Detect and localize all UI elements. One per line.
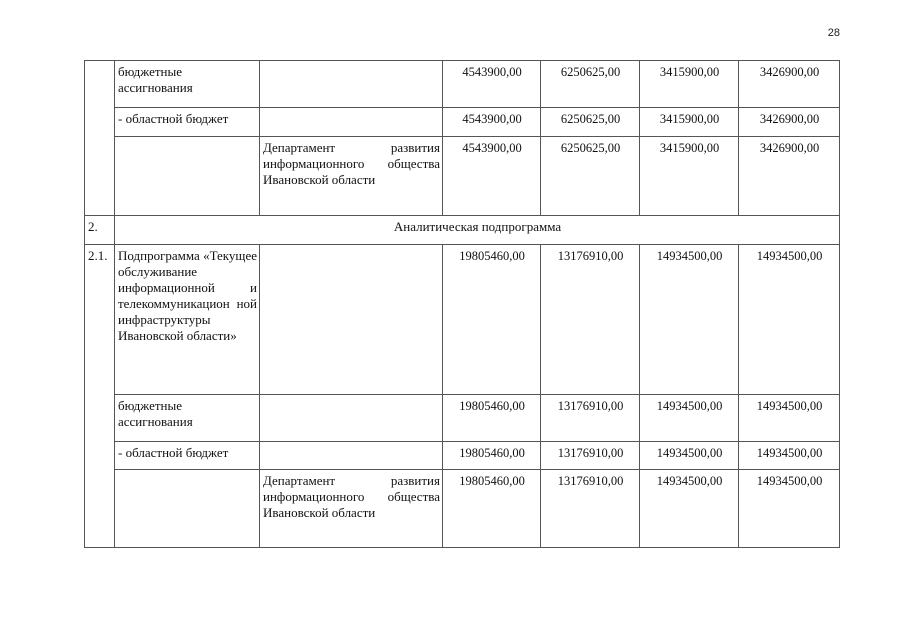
value-cell: 3415900,00: [640, 108, 739, 137]
row-index-cell: 2.1.: [85, 245, 115, 548]
subprogram-name-cell: Подпрограмма «Текущее обслуживание информационной и телекоммуникацион ной инфраструктуры Ивановской области»: [115, 245, 260, 395]
row-name-cell: [115, 470, 260, 548]
value-cell: 14934500,00: [739, 442, 840, 470]
row-index-cell: [85, 61, 115, 216]
row-department-cell: [260, 245, 443, 395]
row-name-cell: бюджетные ассигнования: [115, 395, 260, 442]
value-cell: 13176910,00: [541, 245, 640, 395]
row-department-cell: [260, 61, 443, 108]
table-row: [85, 61, 840, 108]
value-cell: 14934500,00: [640, 245, 739, 395]
table-row: [85, 395, 840, 442]
page-number: 28: [827, 27, 840, 39]
value-cell: 13176910,00: [541, 470, 640, 548]
row-name-cell: [115, 137, 260, 216]
value-cell: 4543900,00: [443, 137, 541, 216]
section-title: Аналитическая подпрограмма: [115, 216, 840, 245]
row-name-cell: - областной бюджет: [115, 108, 260, 137]
value-cell: 3415900,00: [640, 61, 739, 108]
value-cell: 14934500,00: [739, 395, 840, 442]
table-row: [85, 245, 840, 395]
table-row: [85, 137, 840, 216]
row-department-cell: [260, 395, 443, 442]
value-cell: 13176910,00: [541, 442, 640, 470]
value-cell: 6250625,00: [541, 137, 640, 216]
row-department-cell: [260, 442, 443, 470]
table-row: [85, 108, 840, 137]
value-cell: 13176910,00: [541, 395, 640, 442]
value-cell: 19805460,00: [443, 470, 541, 548]
value-cell: 6250625,00: [541, 61, 640, 108]
row-department-cell: Департамент развития информационного общества Ивановской области: [260, 470, 443, 548]
value-cell: 3426900,00: [739, 108, 840, 137]
value-cell: 14934500,00: [640, 442, 739, 470]
value-cell: 19805460,00: [443, 442, 541, 470]
value-cell: 14934500,00: [739, 470, 840, 548]
row-name-cell: - областной бюджет: [115, 442, 260, 470]
value-cell: 14934500,00: [640, 395, 739, 442]
row-department-cell: [260, 108, 443, 137]
row-department-cell: Департамент развития информационного общества Ивановской области: [260, 137, 443, 216]
value-cell: 4543900,00: [443, 108, 541, 137]
value-cell: 3415900,00: [640, 137, 739, 216]
value-cell: 14934500,00: [739, 245, 840, 395]
row-name-cell: бюджетные ассигнования: [115, 61, 260, 108]
value-cell: 6250625,00: [541, 108, 640, 137]
value-cell: 19805460,00: [443, 245, 541, 395]
section-index: 2.: [85, 216, 115, 245]
value-cell: 19805460,00: [443, 395, 541, 442]
value-cell: 4543900,00: [443, 61, 541, 108]
table-row: [85, 470, 840, 548]
value-cell: 3426900,00: [739, 137, 840, 216]
value-cell: 3426900,00: [739, 61, 840, 108]
value-cell: 14934500,00: [640, 470, 739, 548]
budget-table: [84, 60, 840, 548]
section-row: [85, 216, 840, 245]
table-row: [85, 442, 840, 470]
